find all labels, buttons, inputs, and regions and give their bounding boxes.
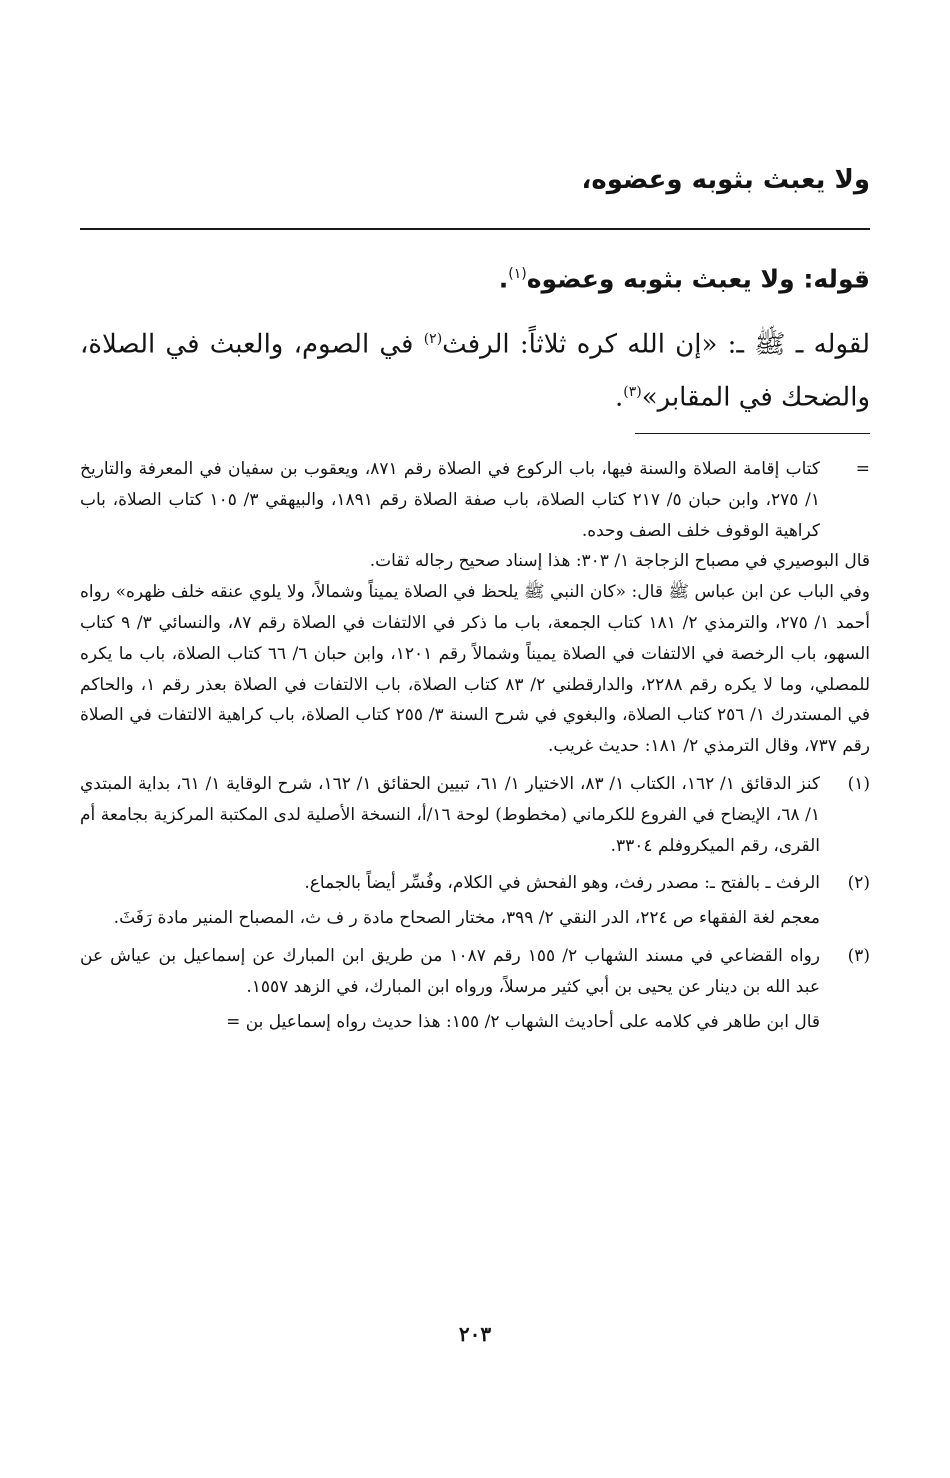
footnotes <box>80 454 870 1044</box>
commentary-paragraph <box>80 316 870 421</box>
footnote-1 <box>80 769 870 861</box>
page-number: ٢٠٣ <box>458 1322 492 1346</box>
footnote-2-definition: الرفث ـ بالفتح ـ: مصدر رفث، وهو الفحش في الكلام، وفُسِّر أيضاً بالجماع. <box>304 873 820 894</box>
footnote-continuation-text: كتاب إقامة الصلاة والسنة فيها، باب الركوع في الصلاة رقم ٨٧١، ويعقوب بن سفيان في المعرفة والتاريخ ١/ ٢٧٥، وابن حبان ٥/ ٢١٧ كتاب الصلاة، باب صفة الصلاة رقم ١٨٩١، والبيهقي ٣/ ١٠٥ كتاب الصلاة، باب كراهية الوقوف خلف الصف وحده. <box>80 459 821 541</box>
footnote-2-mark: (٢) <box>847 873 870 894</box>
footnote-ref-3[interactable]: (٣) <box>623 383 642 400</box>
continuation-mark: = <box>855 459 870 479</box>
footnote-3-text: رواه القضاعي في مسند الشهاب ٢/ ١٥٥ رقم ١٠٨٧ من طريق ابن المبارك عن إسماعيل بن عياش عن عبد الله بن دينار عن يحيى بن أبي كثير مرسلاً، ورواه ابن المبارك، في الزهد ١٥٥٧. <box>80 945 820 997</box>
footnote-ref-2[interactable]: (٢) <box>423 331 443 347</box>
matn-statement: قوله: ولا يعبث بثوبه وعضوه <box>526 264 870 294</box>
footnote-continuation-busiri: قال البوصيري في مصباح الزجاجة ١/ ٣٠٣: هذا إسناد صحيح رجاله ثقات. <box>369 551 870 572</box>
running-header: ولا يعبث بثوبه وعضوه، <box>581 165 870 195</box>
commentary-part-2: في الصوم، والعبث في الصلاة، والضحك في المقابر» <box>80 329 870 413</box>
footnote-3 <box>80 941 870 1037</box>
commentary-part-1: لقوله ـ ﷺ ـ: «إن الله كره ثلاثاً: الرفث <box>442 329 870 360</box>
footnote-1-mark: (١) <box>847 773 870 794</box>
commentary-end: . <box>614 382 624 413</box>
footnote-3-mark: (٣) <box>847 945 870 966</box>
footnote-1-text: كنز الدقائق ١/ ١٦٢، الكتاب ١/ ٨٣، الاختيار ١/ ٦١، تبيين الحقائق ١/ ١٦٢، شرح الوقاية ١/ ٦١، بداية المبتدي ١/ ٦٨، الإيضاح في الفروع للكرماني (مخطوط) لوحة ١٦/أ، النسخة الأصلية لدى المكتبة المركزية بجامعة أم القرى، رقم الميكروفلم ٣٣٠٤. <box>80 773 820 856</box>
footnote-2 <box>80 868 870 934</box>
footnote-2-sources: معجم لغة الفقهاء ص ٢٢٤، الدر النقي ٢/ ٣٩٩، مختار الصحاح مادة ر ف ث، المصباح المنير مادة رَفَثَ. <box>113 908 820 929</box>
matn-text <box>80 250 870 303</box>
header-rule <box>80 228 870 230</box>
footnote-continuation-ibn-abbas: وفي الباب عن ابن عباس ﷺ قال: «كان النبي ﷺ يلحظ في الصلاة يميناً وشمالاً، ولا يلوي عنقه خلف ظهره» رواه أحمد ١/ ٢٧٥، والترمذي ٢/ ١٨١ كتاب الجمعة، باب ما ذكر في الالتفات في الصلاة رقم ٨٧، والنسائي ٣/ ٩ كتاب السهو، باب الرخصة في الالتفات في الصلاة يميناً وشمالاً رقم ١٢٠١، وابن حبان ٦/ ٦٦ كتاب الصلاة، باب ما يكره للمصلي، وما لا يكره رقم ٢٢٨٨، والدارقطني ٢/ ٨٣ كتاب الصلاة، باب الالتفات في الصلاة بعذر رقم ١، والحاكم في المستدرك ١/ ٢٥٦ كتاب الصلاة، والبغوي في شرح السنة ٣/ ٢٥٥ كتاب الصلاة، باب كراهية الالتفات في الصلاة رقم ٧٣٧، وقال الترمذي ٢/ ١٨١: حديث غريب. <box>80 582 871 757</box>
footnote-continuation <box>80 454 870 762</box>
footnote-separator <box>635 433 870 434</box>
footnote-3-ibn-tahir: قال ابن طاهر في كلامه على أحاديث الشهاب ٢/ ١٥٥: هذا حديث رواه إسماعيل بن = <box>226 1011 820 1032</box>
matn-end: . <box>498 264 509 294</box>
footnote-ref-1[interactable]: (١) <box>508 266 527 282</box>
